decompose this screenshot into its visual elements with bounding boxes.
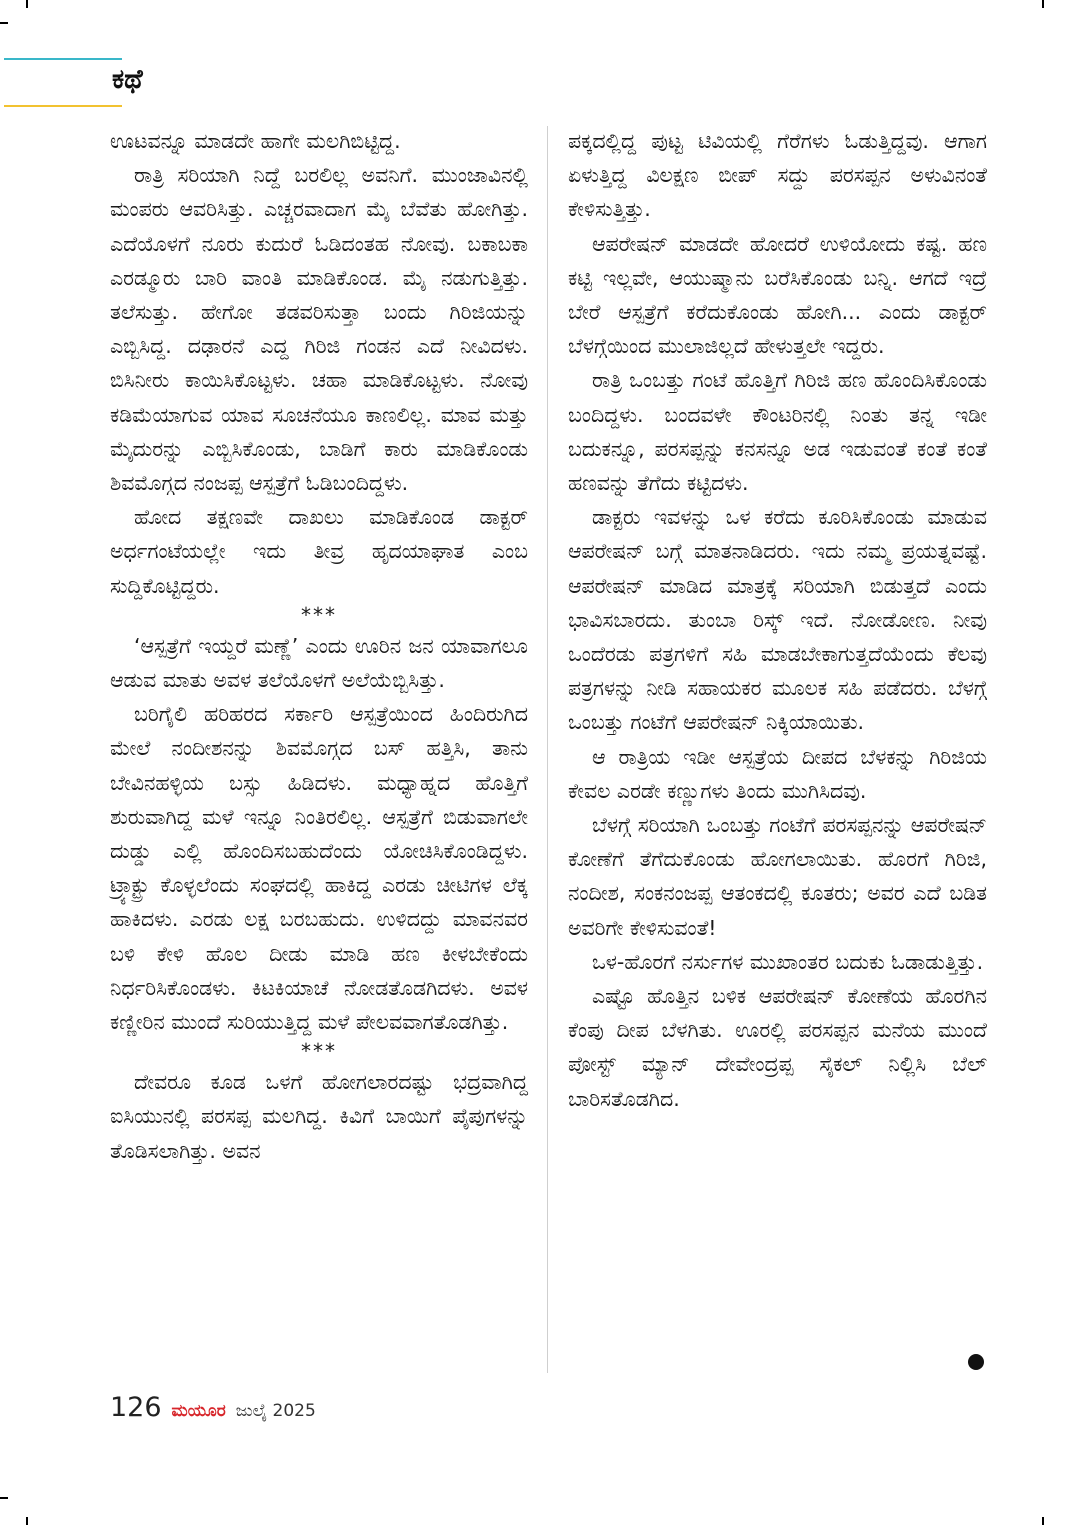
section-separator: *** (301, 602, 337, 627)
crop-mark (0, 1497, 8, 1499)
page-footer (110, 1392, 316, 1423)
paragraph: ‘ಆಸ್ಪತ್ರೆಗೆ ಇಯ್ದರೆ ಮಣ್ಣೆ’ ಎಂದು ಊರಿನ ಜನ ಯಾವಾಗಲೂ ಆಡುವ ಮಾತು ಅವಳ ತಲೆಯೊಳಗೆ ಅಲೆಯೆಬ್ಬಿಸಿತ್ತು. (110, 633, 528, 693)
paragraph: ರಾತ್ರಿ ಸರಿಯಾಗಿ ನಿದ್ದೆ ಬರಲಿಲ್ಲ ಅವನಿಗೆ. ಮುಂಜಾವಿನಲ್ಲಿ ಮಂಪರು ಆವರಿಸಿತ್ತು. ಎಚ್ಚರವಾದಾಗ ಮೈ ಬೆವೆತು ಹೋಗಿತ್ತು. ಎದೆಯೊಳಗೆ ನೂರು ಕುದುರೆ ಓಡಿದಂತಹ ನೋವು. ಬಕಾಬಕಾ ಎರಡ್ಮೂರು ಬಾರಿ ವಾಂತಿ ಮಾಡಿಕೊಂಡ. ಮೈ ನಡುಗುತ್ತಿತ್ತು. ತಲೆಸುತ್ತು. ಹೇಗೋ ತಡವರಿಸುತ್ತಾ ಬಂದು ಗಿರಿಜಿಯನ್ನು ಎಬ್ಬಿಸಿದ್ದ. ದಢಾರನೆ ಎದ್ದ ಗಿರಿಜಿ ಗಂಡನ ಎದೆ ನೀವಿದಳು. ಬಿಸಿನೀರು ಕಾಯಿಸಿಕೊಟ್ಟಳು. ಚಹಾ ಮಾಡಿಕೊಟ್ಟಳು. ನೋವು ಕಡಿಮೆಯಾಗುವ ಯಾವ ಸೂಚನೆಯೂ ಕಾಣಲಿಲ್ಲ. ಮಾವ ಮತ್ತು ಮೈದುರನ್ನು ಎಬ್ಬಿಸಿಕೊಂಡು, ಬಾಡಿಗೆ ಕಾರು ಮಾಡಿಕೊಂಡು ಶಿವಮೊಗ್ಗದ ನಂಜಪ್ಪ ಆಸ್ಪತ್ರೆಗೆ ಓಡಿಬಂದಿದ್ದಳು. (110, 163, 528, 496)
column-divider (547, 126, 548, 1373)
crop-mark (0, 22, 8, 24)
crop-mark (1042, 1517, 1044, 1525)
section-separator: *** (301, 1039, 337, 1064)
left-column (110, 124, 528, 1168)
paragraph: ದೇವರೂ ಕೂಡ ಒಳಗೆ ಹೋಗಲಾರದಷ್ಟು ಭದ್ರವಾಗಿದ್ದ ಐಸಿಯುನಲ್ಲಿ ಪರಸಪ್ಪ ಮಲಗಿದ್ದ. ಕಿವಿಗೆ ಬಾಯಿಗೆ ಪೈಪುಗಳನ್ನು ತೊಡಿಸಲಾಗಿತ್ತು. ಅವನ (110, 1070, 528, 1163)
right-column (568, 124, 987, 1116)
paragraph: ಬೆಳಗ್ಗೆ ಸರಿಯಾಗಿ ಒಂಬತ್ತು ಗಂಟೆಗೆ ಪರಸಪ್ಪನನ್ನು ಆಪರೇಷನ್ ಕೋಣೆಗೆ ತೆಗೆದುಕೊಂಡು ಹೋಗಲಾಯಿತು. ಹೊರಗೆ ಗಿರಿಜಿ, ನಂದೀಶ, ಸಂಕನಂಜಪ್ಪ ಆತಂಕದಲ್ಲಿ ಕೂತರು; ಅವರ ಎದೆ ಬಡಿತ ಅವರಿಗೇ ಕೇಳಿಸುವಂತೆ! (568, 813, 987, 940)
paragraph: ಆಪರೇಷನ್ ಮಾಡದೇ ಹೋದರೆ ಉಳಿಯೋದು ಕಷ್ಟ. ಹಣ ಕಟ್ಟಿ ಇಲ್ಲವೇ, ಆಯುಷ್ಮಾನು ಬರೆಸಿಕೊಂಡು ಬನ್ನಿ. ಆಗದೆ ಇದ್ರೆ ಬೇರೆ ಆಸ್ಪತ್ರೆಗೆ ಕರೆದುಕೊಂಡು ಹೋಗಿ... ಎಂದು ಡಾಕ್ಟರ್ ಬೆಳಗ್ಗೆಯಿಂದ ಮುಲಾಜಿಲ್ಲದೆ ಹೇಳುತ್ತಲೇ ಇದ್ದರು. (568, 231, 987, 359)
paragraph: ಒಳ-ಹೊರಗೆ ನರ್ಸುಗಳ ಮುಖಾಂತರ ಬದುಕು ಓಡಾಡುತ್ತಿತ್ತು. (592, 949, 984, 974)
magazine-logo: ಮಯೂರ (171, 1401, 226, 1421)
paragraph: ರಾತ್ರಿ ಒಂಬತ್ತು ಗಂಟೆ ಹೊತ್ತಿಗೆ ಗಿರಿಜಿ ಹಣ ಹೊಂದಿಸಿಕೊಂಡು ಬಂದಿದ್ದಳು. ಬಂದವಳೇ ಕೌಂಟರಿನಲ್ಲಿ ನಿಂತು ತನ್ನ ಇಡೀ ಬದುಕನ್ನೂ, ಪರಸಪ್ಪನ್ನು ಕನಸನ್ನೂ ಅಡ ಇಡುವಂತೆ ಕಂತೆ ಕಂತೆ ಹಣವನ್ನು ತೆಗೆದು ಕಟ್ಟಿದಳು. (568, 368, 987, 496)
crop-mark (1042, 0, 1044, 8)
crop-mark (26, 0, 28, 8)
header-rule-top (4, 58, 122, 60)
paragraph: ಆ ರಾತ್ರಿಯ ಇಡೀ ಆಸ್ಪತ್ರೆಯ ದೀಪದ ಬೆಳಕನ್ನು ಗಿರಿಜಿಯ ಕೇವಲ ಎರಡೇ ಕಣ್ಣುಗಳು ತಿಂದು ಮುಗಿಸಿದವು. (568, 744, 987, 803)
paragraph: ಊಟವನ್ನೂ ಮಾಡದೇ ಹಾಗೇ ಮಲಗಿಬಿಟ್ಟಿದ್ದ. (110, 129, 401, 153)
paragraph: ಹೋದ ತಕ್ಷಣವೇ ದಾಖಲು ಮಾಡಿಕೊಂಡ ಡಾಕ್ಟರ್ ಅರ್ಧಗಂಟೆಯಲ್ಲೇ ಇದು ತೀವ್ರ ಹೃದಯಾಘಾತ ಎಂಬ ಸುದ್ದಿಕೊಟ್ಟಿದ್ದರು. (110, 505, 528, 598)
issue-date: ಜುಲೈ 2025 (235, 1401, 316, 1421)
crop-mark (26, 1517, 28, 1525)
section-title: ಕಥೆ (112, 64, 143, 95)
paragraph: ಡಾಕ್ಟರು ಇವಳನ್ನು ಒಳ ಕರೆದು ಕೂರಿಸಿಕೊಂಡು ಮಾಡುವ ಆಪರೇಷನ್ ಬಗ್ಗೆ ಮಾತನಾಡಿದರು. ಇದು ನಮ್ಮ ಪ್ರಯತ್ನವಷ್ಟೆ. ಆಪರೇಷನ್ ಮಾಡಿದ ಮಾತ್ರಕ್ಕೆ ಸರಿಯಾಗಿ ಬಿಡುತ್ತದೆ ಎಂದು ಭಾವಿಸಬಾರದು. ತುಂಬಾ ರಿಸ್ಕ್ ಇದೆ. ನೋಡೋಣ. ನೀವು ಒಂದೆರಡು ಪತ್ರಗಳಿಗೆ ಸಹಿ ಮಾಡಬೇಕಾಗುತ್ತದೆಯೆಂದು ಕೆಲವು ಪತ್ರಗಳನ್ನು ನೀಡಿ ಸಹಾಯಕರ ಮೂಲಕ ಸಹಿ ಪಡೆದರು. ಬೆಳಗ್ಗೆ ಒಂಬತ್ತು ಗಂಟೆಗೆ ಆಪರೇಷನ್ ನಿಕ್ಕಿಯಾಯಿತು. (568, 505, 987, 735)
paragraph: ಎಷ್ಟೊ ಹೊತ್ತಿನ ಬಳಿಕ ಆಪರೇಷನ್ ಕೋಣೆಯ ಹೊರಗಿನ ಕೆಂಪು ದೀಪ ಬೆಳಗಿತು. ಊರಲ್ಲಿ ಪರಸಪ್ಪನ ಮನೆಯ ಮುಂದೆ ಪೋಸ್ಟ್ ಮ್ಯಾನ್ ದೇವೇಂದ್ರಪ್ಪ ಸೈಕಲ್ ನಿಲ್ಲಿಸಿ ಬೆಲ್ ಬಾರಿಸತೊಡಗಿದ. (568, 984, 987, 1111)
page-number: 126 (110, 1392, 162, 1423)
end-of-story-dot (968, 1354, 984, 1370)
paragraph: ಪಕ್ಕದಲ್ಲಿದ್ದ ಪುಟ್ಟ ಟಿವಿಯಲ್ಲಿ ಗೆರೆಗಳು ಓಡುತ್ತಿದ್ದವು. ಆಗಾಗ ಏಳುತ್ತಿದ್ದ ವಿಲಕ್ಷಣ ಬೀಪ್ ಸದ್ದು ಪರಸಪ್ಪನ ಅಳುವಿನಂತೆ ಕೇಳಿಸುತ್ತಿತ್ತು. (568, 129, 987, 222)
paragraph: ಬರಿಗೈಲಿ ಹರಿಹರದ ಸರ್ಕಾರಿ ಆಸ್ಪತ್ರೆಯಿಂದ ಹಿಂದಿರುಗಿದ ಮೇಲೆ ನಂದೀಶನನ್ನು ಶಿವಮೊಗ್ಗದ ಬಸ್ ಹತ್ತಿಸಿ, ತಾನು ಬೇವಿನಹಳ್ಳಿಯ ಬಸ್ಸು ಹಿಡಿದಳು. ಮಧ್ಯಾಹ್ನದ ಹೊತ್ತಿಗೆ ಶುರುವಾಗಿದ್ದ ಮಳೆ ಇನ್ನೂ ನಿಂತಿರಲಿಲ್ಲ. ಆಸ್ಪತ್ರೆಗೆ ಬಿಡುವಾಗಲೇ ದುಡ್ಡು ಎಲ್ಲಿ ಹೊಂದಿಸಬಹುದೆಂದು ಯೋಚಿಸಿಕೊಂಡಿದ್ದಳು. ಟ್ರ್ಯಾಕ್ಟ್ರು ಕೊಳ್ಳಲೆಂದು ಸಂಘದಲ್ಲಿ ಹಾಕಿದ್ದ ಎರಡು ಚೀಟಿಗಳ ಲೆಕ್ಕ ಹಾಕಿದಳು. ಎರಡು ಲಕ್ಷ ಬರಬಹುದು. ಉಳಿದದ್ದು ಮಾವನವರ ಬಳಿ ಕೇಳಿ ಹೊಲ ದೀಡು ಮಾಡಿ ಹಣ ಕೀಳಬೇಕೆಂದು ನಿರ್ಧರಿಸಿಕೊಂಡಳು. ಕಿಟಕಿಯಾಚೆ ನೋಡತೊಡಗಿದಳು. ಅವಳ ಕಣ್ಣೀರಿನ ಮುಂದೆ ಸುರಿಯುತ್ತಿದ್ದ ಮಳೆ ಪೇಲವವಾಗತೊಡಗಿತ್ತು. (110, 702, 528, 1035)
header-rule-bottom (4, 105, 122, 107)
